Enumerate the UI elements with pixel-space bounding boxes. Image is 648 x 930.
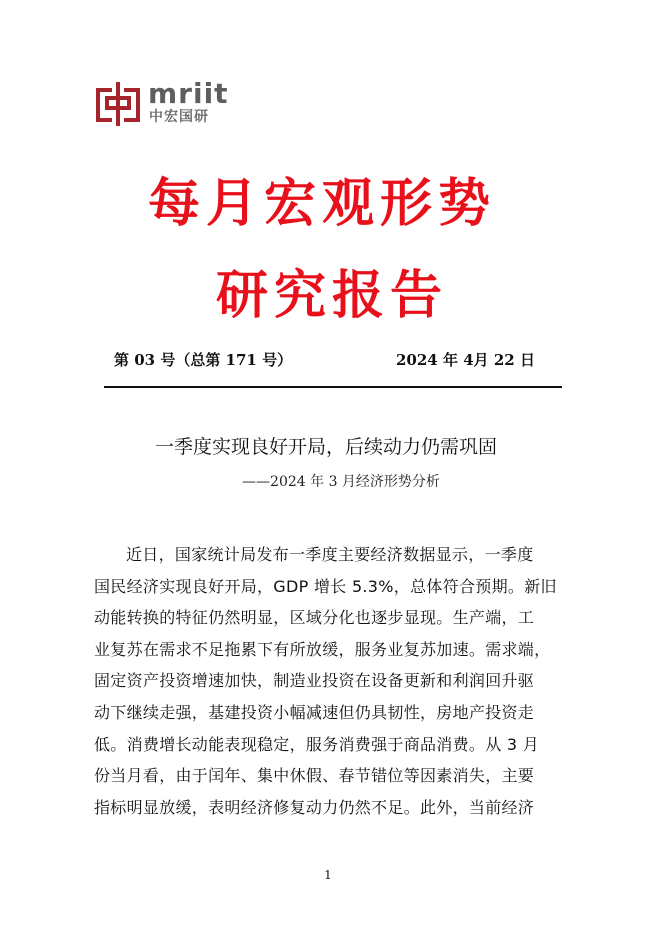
body-line: 指标明显放缓，表明经济修复动力仍然不足。此外，当前经济 <box>94 797 535 817</box>
body-line: 动能转换的特征仍然明显，区域分化也逐步显现。生产端，工 <box>94 608 535 628</box>
body-line: 近日，国家统计局发布一季度主要经济数据显示，一季度 <box>126 545 534 564</box>
header-divider <box>104 386 562 388</box>
logo-chinese-text: 中宏国研 <box>149 109 209 125</box>
body-line: 固定资产投资增速加快，制造业投资在设备更新和利润回升驱 <box>94 671 535 691</box>
report-date: 2024 年 4月 22 日 <box>396 351 535 369</box>
mriit-logo-mark-icon <box>96 82 140 126</box>
issue-number: 第 03 号（总第 171 号） <box>114 351 293 369</box>
body-line: 国民经济实现良好开局，GDP 增长 5.3%，总体符合预期。新旧 <box>94 576 557 596</box>
logo <box>96 77 236 125</box>
page-number: 1 <box>324 868 332 882</box>
article-headline: 一季度实现良好开局，后续动力仍需巩固 <box>154 436 497 458</box>
body-line: 动下继续走强，基建投资小幅减速但仍具韧性，房地产投资走 <box>94 702 535 722</box>
article-subheadline: ——2024 年 3 月经济形势分析 <box>242 474 440 490</box>
body-line: 低。消费增长动能表现稳定，服务消费强于商品消费。从 3 月 <box>94 734 540 754</box>
report-title-line-1: 每月宏观形势 <box>147 174 496 234</box>
article-body <box>94 539 558 823</box>
report-title-line-2: 研究报告 <box>215 266 448 326</box>
logo-english-text: mriit <box>148 77 229 110</box>
body-line: 份当月看，由于闰年、集中休假、春节错位等因素消失，主要 <box>94 766 535 786</box>
body-line: 业复苏在需求不足拖累下有所放缓，服务业复苏加速。需求端， <box>94 639 551 659</box>
